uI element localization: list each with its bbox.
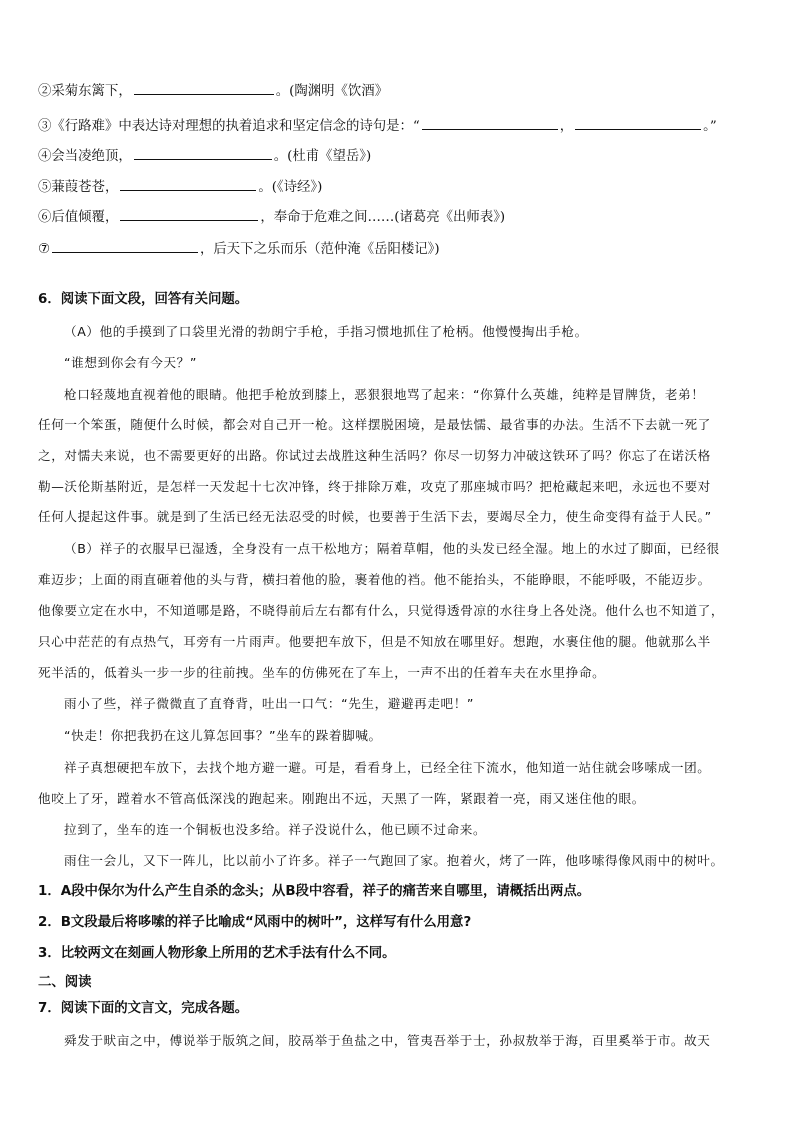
text: ，后天下之乐而乐（范仲淹《岳阳楼记》): [200, 242, 440, 257]
fill-blank-line-6: [38, 206, 505, 228]
passage-line: 枪口轻蔑地直视着他的眼睛。他把手枪放到膝上，恶狠狠地骂了起来：“你算什么英雄，纯粹是冒牌货，老弟！: [64, 387, 705, 402]
passage-line: 雨住一会儿，又下一阵儿，比以前小了许多。祥子一气跑回了家。抱着火，烤了一阵，他哆嗦得像风雨中的树叶。: [64, 853, 724, 868]
section-heading: 二、阅读: [38, 974, 92, 990]
fill-blank-line-5: [38, 176, 322, 198]
sub-question-3: 3．比较两文在刻画人物形象上所用的艺术手法有什么不同。: [38, 946, 396, 961]
text: 。(杜甫《望岳》): [273, 149, 372, 164]
passage-line: “快走！你把我扔在这儿算怎回事？”坐车的跺着脚喊。: [64, 728, 382, 743]
answer-blank[interactable]: [120, 206, 258, 221]
passage-line: 雨小了些，祥子微微直了直脊背，吐出一口气：“先生，避避再走吧！”: [64, 696, 475, 711]
fill-blank-line-2: [38, 80, 388, 102]
passage-line: “谁想到你会有今天？”: [64, 355, 197, 370]
passage-line: 祥子真想硬把车放下，去找个地方避一避。可是，看看身上，已经全往下流水，他知道一站住就会哆嗦成一团。: [64, 760, 711, 775]
answer-blank[interactable]: [422, 115, 558, 130]
text: 。(《诗经》): [258, 180, 323, 195]
answer-blank[interactable]: [120, 176, 256, 191]
text: ③《行路难》中表达诗对理想的执着追求和坚定信念的诗句是：“: [38, 119, 420, 134]
text: ⑦: [38, 242, 51, 257]
question-6-title: 6．阅读下面文段，回答有关问题。: [38, 292, 249, 307]
text: 。”: [703, 119, 717, 134]
classical-text-line: 舜发于畎亩之中，傅说举于版筑之间，胶鬲举于鱼盐之中，管夷吾举于士，孙叔敖举于海，百里奚举于市。故天: [64, 1033, 711, 1048]
answer-blank[interactable]: [575, 115, 701, 130]
passage-line: 勒—沃伦斯基附近，是怎样一天发起十七次冲锋，终于排除万难，攻克了那座城市吗？把枪藏起来吧，永远也不要对: [38, 479, 711, 494]
text: ，: [559, 119, 574, 134]
question-7-title: 7．阅读下面的文言文，完成各题。: [38, 1001, 249, 1016]
answer-blank[interactable]: [52, 238, 198, 253]
fill-blank-line-4: [38, 145, 371, 167]
text: ②采菊东篱下，: [38, 84, 132, 99]
fill-blank-line-7: [38, 238, 440, 260]
passage-line: 任何一个笨蛋，随便什么时候，都会对自己开一枪。这样摆脱困境，是最怯懦、最省事的办法。生活不下去就一死了: [38, 417, 711, 432]
text: ，奉命于危难之间……(诸葛亮《出师表》): [260, 210, 506, 225]
passage-line: 他咬上了牙，蹚着水不管高低深浅的跑起来。刚跑出不远，天黑了一阵，紧跟着一亮，雨又迷住他的眼。: [38, 791, 645, 806]
passage-line: （A）他的手摸到了口袋里光滑的勃朗宁手枪，手指习惯地抓住了枪柄。他慢慢掏出手枪。: [64, 324, 588, 339]
sub-question-2: 2．B文段最后将哆嗦的祥子比喻成“风雨中的树叶”，这样写有什么用意?: [38, 915, 472, 930]
passage-line: 只心中茫茫的有点热气，耳旁有一片雨声。他要把车放下，但是不知放在哪里好。想跑，水裹住他的腿。他就那么半: [38, 634, 711, 649]
text: ⑤蒹葭苍苍，: [38, 180, 119, 195]
passage-line: 他像要立定在水中，不知道哪是路，不晓得前后左右都有什么，只觉得透骨凉的水往身上各处浇。他什么也不知道了，: [38, 603, 725, 618]
text: ⑥后值倾覆，: [38, 210, 119, 225]
passage-line: 任何人提起这件事。就是到了生活已经无法忍受的时候，也要善于生活下去，要竭尽全力，使生命变得有益于人民。”: [38, 509, 712, 524]
passage-line: 难迈步；上面的雨直砸着他的头与背，横扫着他的脸，裹着他的裆。他不能抬头，不能睁眼，不能呼吸，不能迈步。: [38, 572, 711, 587]
sub-question-1: 1．A段中保尔为什么产生自杀的念头；从B段中容看，祥子的痛苦来自哪里，请概括出两点。: [38, 884, 591, 899]
passage-line: 死半活的，低着头一步一步的往前拽。坐车的仿佛死在了车上，一声不出的任着车夫在水里挣命。: [38, 665, 606, 680]
answer-blank[interactable]: [134, 145, 272, 160]
passage-line: （B）祥子的衣服早已湿透，全身没有一点干松地方；隔着草帽，他的头发已经全湿。地上的水过了脚面，已经很: [64, 541, 720, 556]
fill-blank-line-3: [38, 115, 717, 137]
text: 。(陶渊明《饮酒》: [275, 84, 389, 99]
passage-line: 拉到了，坐车的连一个铜板也没多给。祥子没说什么，他已顾不过命来。: [64, 822, 487, 837]
passage-line: 之，对懦夫来说，也不需要更好的出路。你试过去战胜这种生活吗？你尽一切努力冲破这铁环了吗？你忘了在诺沃格: [38, 448, 711, 463]
text: ④会当凌绝顶，: [38, 149, 132, 164]
answer-blank[interactable]: [134, 80, 274, 95]
